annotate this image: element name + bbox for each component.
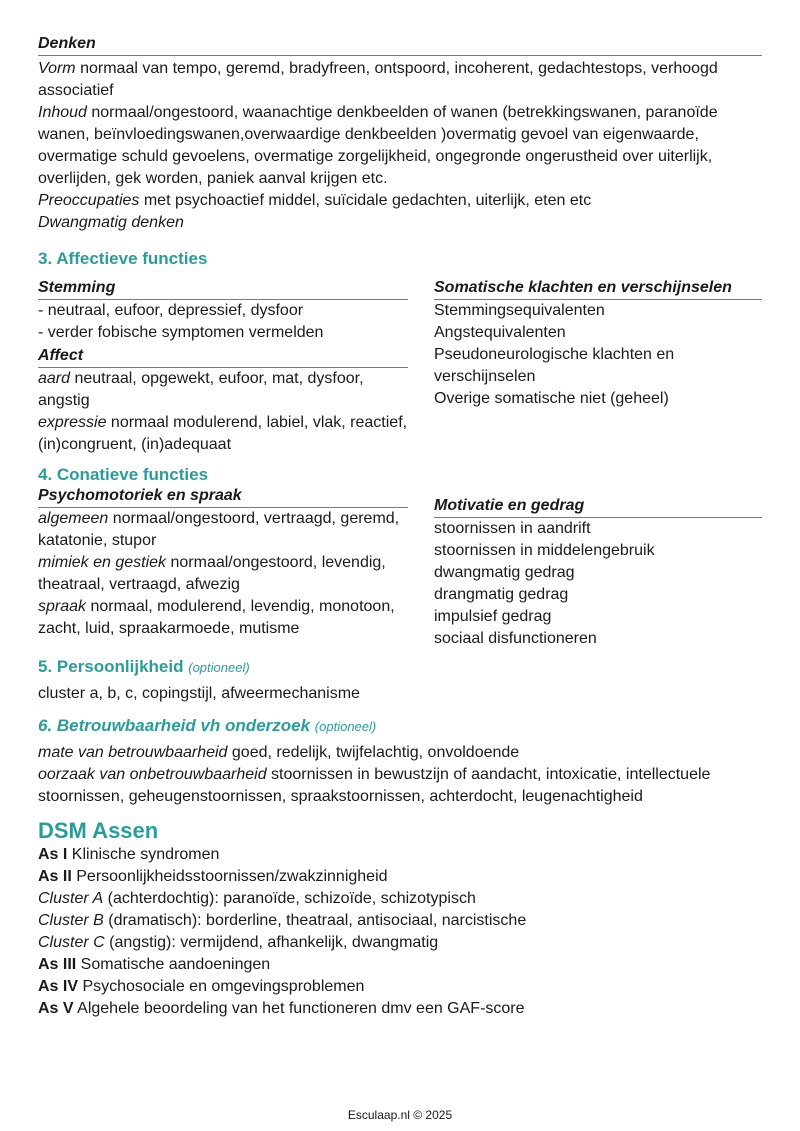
conatief-columns <box>38 486 762 650</box>
somatisch-line: Overige somatische niet (geheel) <box>434 390 669 407</box>
denken-preoccupaties: Preoccupaties met psychoactief middel, suïcidale gedachten, uiterlijk, eten etc <box>38 192 592 209</box>
document-page <box>38 34 762 1020</box>
page-footer: Esculaap.nl © 2025 <box>347 1108 453 1122</box>
denken-vorm: Vorm normaal van tempo, geremd, bradyfreen, ontspoord, incoherent, gedachtestops, verhoogd associatief <box>38 60 718 99</box>
dsm-as-4: As IV Psychosociale en omgevingsproblemen <box>38 978 365 995</box>
motivatie-line: stoornissen in aandrift <box>434 520 591 537</box>
dsm-as-5: As V Algehele beoordeling van het functioneren dmv een GAF-score <box>38 1000 525 1017</box>
somatisch-line: Pseudoneurologische klachten en verschijnselen <box>434 346 675 385</box>
section-persoonlijkheid-title: 5. Persoonlijkheid (optioneel) <box>38 657 250 676</box>
affect-expressie: expressie normaal modulerend, labiel, vlak, reactief, (in)congruent, (in)adequaat <box>38 414 408 453</box>
psychomotoriek-mimiek: mimiek en gestiek normaal/ongestoord, levendig, theatraal, vertraagd, afwezig <box>38 554 386 593</box>
dsm-cluster-b: Cluster B (dramatisch): borderline, theatraal, antisociaal, narcistische <box>38 912 527 929</box>
affect-heading: Affect <box>38 346 408 368</box>
dsm-title: DSM Assen <box>38 818 159 843</box>
dsm-as-1: As I Klinische syndromen <box>38 846 220 863</box>
motivatie-line: impulsief gedrag <box>434 608 552 625</box>
psychomotoriek-algemeen: algemeen normaal/ongestoord, vertraagd, geremd, katatonie, stupor <box>38 510 400 549</box>
conatief-left-column <box>38 486 408 650</box>
motivatie-line: stoornissen in middelengebruik <box>434 542 655 559</box>
motivatie-heading: Motivatie en gedrag <box>434 496 762 518</box>
section-conatief-title: 4. Conatieve functies <box>38 465 209 484</box>
optional-label: (optioneel) <box>188 660 250 675</box>
stemming-line: - neutraal, eufoor, depressief, dysfoor <box>38 302 304 319</box>
denken-heading: Denken <box>38 34 762 56</box>
motivatie-line: sociaal disfunctioneren <box>434 630 597 647</box>
dsm-as-2: As II Persoonlijkheidsstoornissen/zwakzinnigheid <box>38 868 388 885</box>
dsm-as-3: As III Somatische aandoeningen <box>38 956 271 973</box>
stemming-heading: Stemming <box>38 278 408 300</box>
section-affectief-title: 3. Affectieve functies <box>38 249 208 268</box>
conatief-right-column <box>434 486 762 650</box>
denken-inhoud: Inhoud normaal/ongestoord, waanachtige denkbeelden of wanen (betrekkingswanen, paranoïde wanen, beïnvloedingswanen,overwaardige denkbeelden )overmatig gevoel van eigenwaarde, overmatige schuld gevoelens, overmatige zorgelijkheid, ongegronde ongerustheid over uiterlijk, overlijden, gek worden, paniek aanval krijgen etc. <box>38 104 718 187</box>
persoonlijkheid-text: cluster a, b, c, copingstijl, afweermechanisme <box>38 685 360 702</box>
psychomotoriek-heading: Psychomotoriek en spraak <box>38 486 408 508</box>
section-betrouwbaarheid-title: 6. Betrouwbaarheid vh onderzoek (optioneel) <box>38 716 377 735</box>
psychomotoriek-spraak: spraak normaal, modulerend, levendig, monotoon, zacht, luid, spraakarmoede, mutisme <box>38 598 395 637</box>
motivatie-line: dwangmatig gedrag <box>434 564 575 581</box>
affectief-right-column <box>434 278 762 456</box>
dsm-cluster-c: Cluster C (angstig): vermijdend, afhankelijk, dwangmatig <box>38 934 439 951</box>
optional-label: (optioneel) <box>314 719 377 734</box>
affect-aard: aard neutraal, opgewekt, eufoor, mat, dysfoor, angstig <box>38 370 364 409</box>
somatisch-line: Stemmingsequivalenten <box>434 302 605 319</box>
affectief-columns <box>38 278 762 456</box>
somatisch-heading: Somatische klachten en verschijnselen <box>434 278 762 300</box>
somatisch-line: Angstequivalenten <box>434 324 566 341</box>
betrouwbaarheid-oorzaak: oorzaak van onbetrouwbaarheid stoornissen in bewustzijn of aandacht, intoxicatie, intellectuele stoornissen, geheugenstoornissen, spraakstoornissen, achterdocht, leugenachtigheid <box>38 766 711 805</box>
dsm-cluster-a: Cluster A (achterdochtig): paranoïde, schizoïde, schizotypisch <box>38 890 476 907</box>
affectief-left-column <box>38 278 408 456</box>
motivatie-line: drangmatig gedrag <box>434 586 569 603</box>
betrouwbaarheid-mate: mate van betrouwbaarheid goed, redelijk, twijfelachtig, onvoldoende <box>38 744 520 761</box>
denken-dwangmatig: Dwangmatig denken <box>38 214 184 231</box>
stemming-line: - verder fobische symptomen vermelden <box>38 324 324 341</box>
